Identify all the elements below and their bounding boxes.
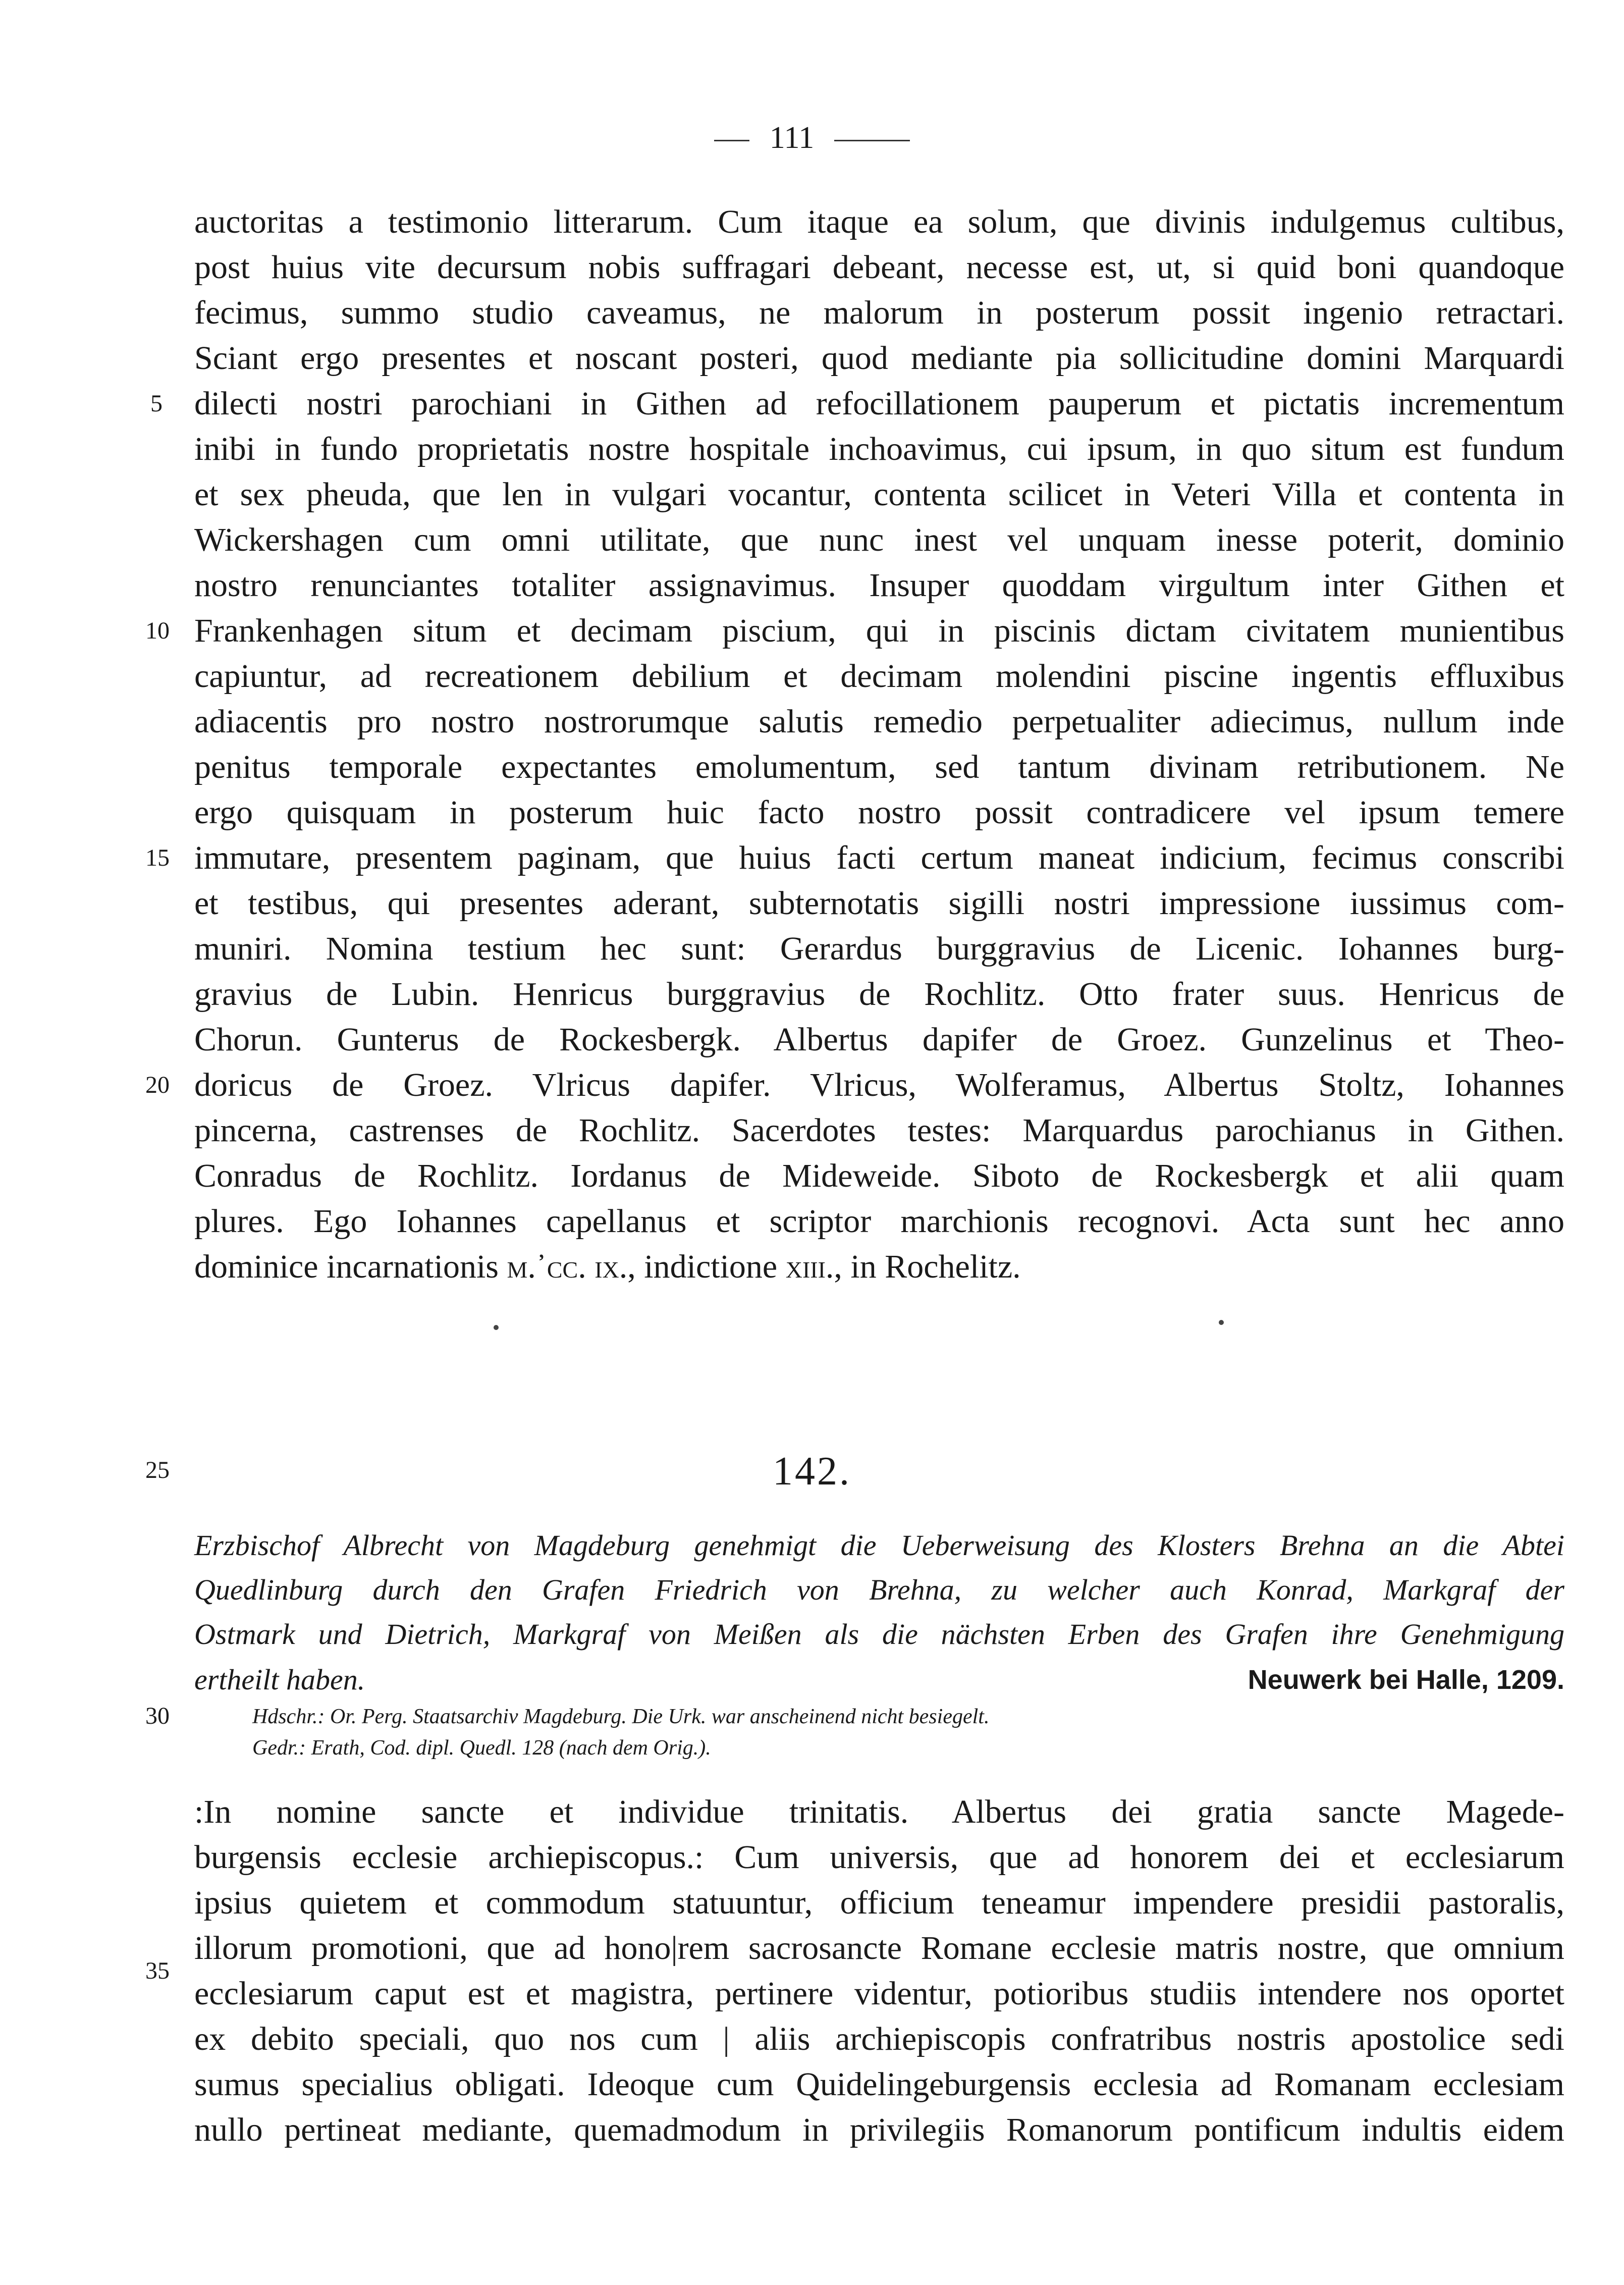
header-rule-left <box>714 140 749 141</box>
print-speck <box>1219 1320 1224 1325</box>
text-line: Chorun. Gunterus de Rockesbergk. Albertus dapifer de Groez. Gunzelinus et Theo- <box>194 1021 1564 1058</box>
text-line: ergo quisquam in posterum huic facto nostro possit contradicere vel ipsum temere <box>194 794 1564 831</box>
apparatus-manuscript: Hdschr.: Or. Perg. Staatsarchiv Magdeburg. Die Urk. war anscheinend nicht besiegelt. <box>252 1705 990 1728</box>
text-line-final <box>194 1244 1564 1290</box>
text-line: sumus specialius obligati. Ideoque cum Quidelingeburgensis ecclesia ad Romanam ecclesiam <box>194 2066 1564 2103</box>
text-line: Sciant ergo presentes et noscant posteri, quod mediante pia sollicitudine domini Marquardi <box>194 340 1564 377</box>
text-line: et sex pheuda, que len in vulgari vocantur, contenta scilicet in Veteri Villa et contenta in <box>194 476 1564 513</box>
text-line: inibi in fundo proprietatis nostre hospitale inchoavimus, cui ipsum, in quo situm est fundum <box>194 431 1564 467</box>
text-line: ecclesiarum caput est et magistra, pertinere videntur, potioribus studiis intendere nos oportet <box>194 1975 1564 2012</box>
line-number: 20 <box>145 1072 170 1098</box>
text-line: dilecti nostri parochiani in Githen ad refocillationem pauperum et pictatis incrementum <box>194 385 1564 422</box>
indiction-roman-numerals: xiii. <box>785 1248 834 1285</box>
text-line: penitus temporale expectantes emolumentum, sed tantum divinam retributionem. Ne <box>194 749 1564 785</box>
date-roman-numerals: m.᾿cc. ix. <box>507 1248 628 1285</box>
document-number: 142. <box>773 1449 851 1494</box>
final-line-after: , in Rochelitz. <box>834 1248 1021 1285</box>
text-line: adiacentis pro nostro nostrorumque salutis remedio perpetualiter adiecimus, nullum inde <box>194 703 1564 740</box>
regest-line: Ostmark und Dietrich, Markgraf von Meißen als die nächsten Erben des Grafen ihre Genehmigung <box>194 1618 1564 1651</box>
text-line: Frankenhagen situm et decimam piscium, qui in piscinis dictam civitatem munientibus <box>194 612 1564 649</box>
place-date: Neuwerk bei Halle, 1209. <box>1248 1665 1564 1695</box>
text-line: fecimus, summo studio caveamus, ne malorum in posterum possit ingenio retractari. <box>194 294 1564 331</box>
text-line: muniri. Nomina testium hec sunt: Gerardus burggravius de Licenic. Iohannes burg- <box>194 930 1564 967</box>
line-number: 15 <box>145 844 170 871</box>
regest-line: ertheilt haben. <box>194 1663 365 1696</box>
text-line: illorum promotioni, que ad hono|rem sacrosancte Romane ecclesie matris nostre, que omnium <box>194 1930 1564 1967</box>
final-line-before: dominice incarnationis <box>194 1248 507 1285</box>
text-line: plures. Ego Iohannes capellanus et scriptor marchionis recognovi. Acta sunt hec anno <box>194 1203 1564 1240</box>
text-line: ipsius quietem et commodum statuuntur, officium teneamur impendere presidii pastoralis, <box>194 1884 1564 1921</box>
text-line: nullo pertineat mediante, quemadmodum in privilegiis Romanorum pontificum indultis eidem <box>194 2111 1564 2148</box>
regest-line: Quedlinburg durch den Grafen Friedrich von Brehna, zu welcher auch Konrad, Markgraf der <box>194 1573 1564 1606</box>
regest-line: Erzbischof Albrecht von Magdeburg genehmigt die Ueberweisung des Klosters Brehna an die Abtei <box>194 1529 1564 1562</box>
text-line: nostro renunciantes totaliter assignavimus. Insuper quoddam virgultum inter Githen et <box>194 567 1564 604</box>
print-speck <box>494 1325 499 1330</box>
line-number: 30 <box>145 1703 170 1729</box>
text-line: Conradus de Rochlitz. Iordanus de Mideweide. Siboto de Rockesbergk et alii quam <box>194 1157 1564 1194</box>
final-line-middle: , indictione <box>627 1248 786 1285</box>
text-line: immutare, presentem paginam, que huius facti certum maneat indicium, fecimus conscribi <box>194 839 1564 876</box>
text-line: ex debito speciali, quo nos cum | aliis archiepiscopis confratribus nostris apostolice sedi <box>194 2021 1564 2057</box>
text-line: pincerna, castrenses de Rochlitz. Sacerdotes testes: Marquardus parochianus in Githen. <box>194 1112 1564 1149</box>
text-line: doricus de Groez. Vlricus dapifer. Vlricus, Wolferamus, Albertus Stoltz, Iohannes <box>194 1067 1564 1103</box>
page-number-text: 111 <box>769 121 815 155</box>
line-number: 10 <box>145 617 170 644</box>
text-line: capiuntur, ad recreationem debilium et decimam molendini piscine ingentis effluxibus <box>194 658 1564 695</box>
line-number: 35 <box>145 1957 170 1984</box>
text-line: burgensis ecclesie archiepiscopus.: Cum universis, que ad honorem dei et ecclesiarum <box>194 1839 1564 1876</box>
text-line: gravius de Lubin. Henricus burggravius de Rochlitz. Otto frater suus. Henricus de <box>194 976 1564 1013</box>
header-rule-right <box>834 140 910 141</box>
line-number: 25 <box>145 1457 170 1483</box>
line-number: 5 <box>150 390 163 417</box>
text-line: auctoritas a testimonio litterarum. Cum itaque ea solum, que divinis indulgemus cultibus, <box>194 203 1564 240</box>
apparatus-print: Gedr.: Erath, Cod. dipl. Quedl. 128 (nach dem Orig.). <box>252 1736 711 1760</box>
text-line: :In nomine sancte et individue trinitatis. Albertus dei gratia sancte Magede- <box>194 1793 1564 1830</box>
text-line: et testibus, qui presentes aderant, subternotatis sigilli nostri impressione iussimus com- <box>194 885 1564 922</box>
page-number <box>0 120 1624 155</box>
text-line: Wickershagen cum omni utilitate, que nunc inest vel unquam inesse poterit, dominio <box>194 521 1564 558</box>
text-line: post huius vite decursum nobis suffragari debeant, necesse est, ut, si quid boni quandoque <box>194 249 1564 286</box>
